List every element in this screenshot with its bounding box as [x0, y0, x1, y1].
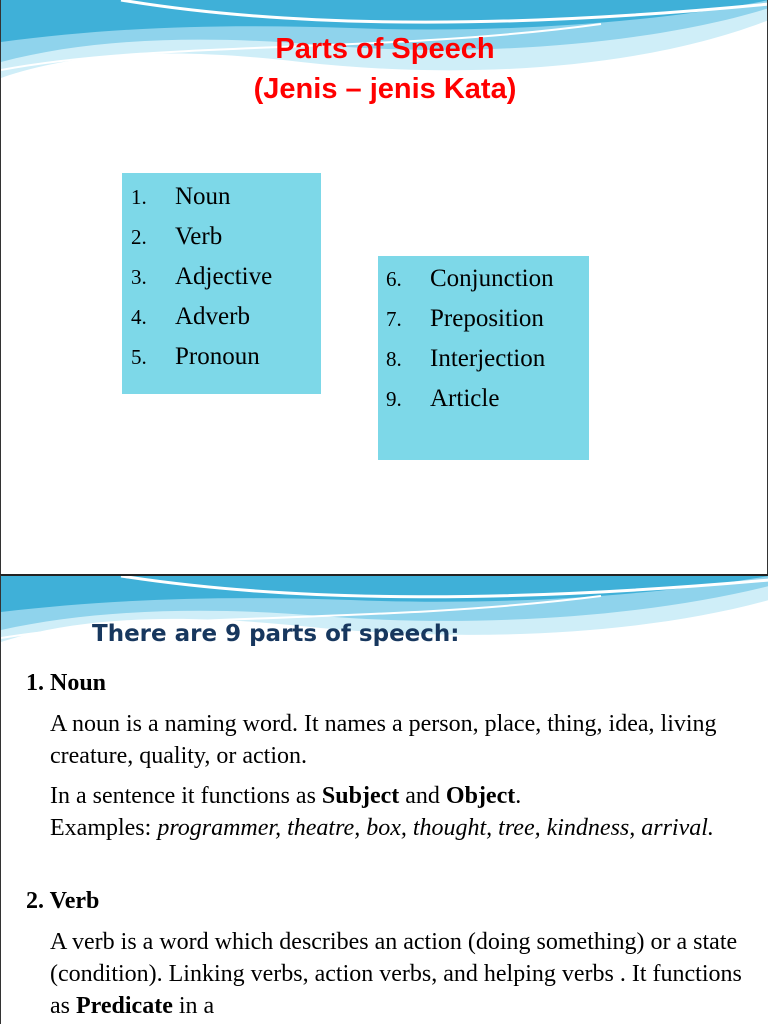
list-item: 4. Adverb [131, 303, 250, 330]
list-item: 9. Article [386, 385, 500, 412]
list-item: 3. Adjective [131, 263, 273, 290]
parts-list-box-1 [122, 173, 321, 394]
list-item: 8. Interjection [386, 345, 546, 372]
slide-title-line-1: Parts of Speech [275, 33, 495, 65]
noun-function: In a sentence it functions as Subject and Object. Examples: programmer, theatre, box, thought, tree, kindness, arrival. [50, 783, 714, 841]
list-item: 2. Verb [131, 223, 223, 250]
verb-definition: A verb is a word which describes an action (doing something) or a state (condition). Linking verbs, action verbs, and helping verbs . It functions as Predicate in a [50, 929, 742, 1019]
section-heading: There are 9 parts of speech: [92, 621, 460, 647]
slide-title-line-2: (Jenis – jenis Kata) [253, 73, 517, 105]
verb-heading: 2. Verb [26, 888, 100, 914]
parts-list-box-2 [378, 256, 589, 460]
slide-2 [0, 574, 768, 1024]
list-item: 1. Noun [131, 183, 231, 210]
list-item: 7. Preposition [386, 305, 544, 332]
noun-definition: A noun is a naming word. It names a person, place, thing, idea, living creature, quality, or action. [50, 711, 717, 769]
list-item: 5. Pronoun [131, 343, 260, 370]
list-item: 6. Conjunction [386, 265, 554, 292]
noun-heading: 1. Noun [26, 670, 107, 696]
